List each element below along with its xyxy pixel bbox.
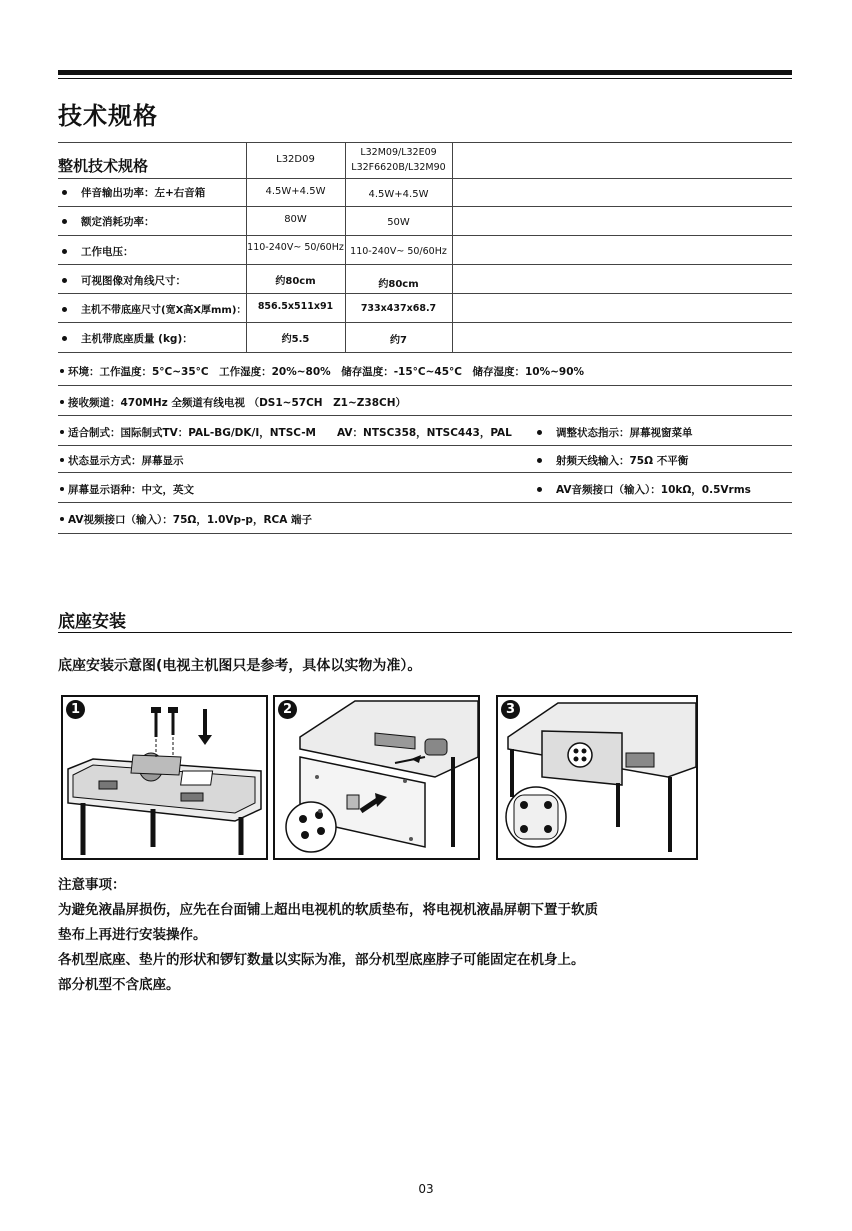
display-row: 状态显示方式：屏幕显示 [60, 453, 184, 468]
tv-stand-illustration [63, 697, 266, 858]
bullet-icon [537, 458, 542, 463]
bullet-icon [62, 278, 67, 283]
bullet-icon [62, 219, 67, 224]
tv-stand-illustration [498, 697, 696, 858]
spec-row-label: 工作电压： [62, 244, 134, 259]
step-number: 1 [66, 700, 85, 719]
notes-line: 各机型底座、垫片的形状和锣钉数量以实际为准，部分机型底座脖子可能固定在机身上。 [58, 952, 585, 968]
install-rule [58, 632, 792, 633]
table-title: 整机技术规格 [58, 157, 149, 175]
install-subtitle: 底座安装示意图(电视主机图只是参考，具体以实物为准）。 [58, 658, 422, 674]
spec-row-value-a: 4.5W+4.5W [265, 186, 326, 197]
page-title: 技术规格 [58, 102, 158, 130]
spec-row-value-a: 110-240V~ 50/60Hz [247, 242, 344, 253]
tv-stand-illustration [275, 697, 478, 858]
spec-row-value-b: 约7 [390, 335, 407, 346]
language-row: 屏幕显示语种：中文，英文 [60, 482, 194, 497]
notes-line: 垫布上再进行安装操作。 [58, 927, 207, 943]
notes-block [58, 873, 598, 998]
rf-row: 射频天线输入：75Ω 不平衡 [537, 453, 688, 468]
step-number: 3 [501, 700, 520, 719]
model-a-header: L32D09 [276, 154, 315, 165]
bullet-icon [60, 458, 64, 462]
bullet-icon [60, 400, 64, 404]
spec-row-value-b: 4.5W+4.5W [368, 189, 429, 200]
install-step-3-figure [496, 695, 698, 860]
install-title: 底座安装 [58, 612, 126, 632]
notes-line: 部分机型不含底座。 [58, 977, 180, 993]
bullet-icon [62, 249, 67, 254]
spec-row-label: 伴音输出功率：左+右音箱 [62, 185, 205, 200]
system-row: 适合制式：国际制式TV：PAL-BG/DK/I，NTSC-M AV：NTSC358，NTSC443，PAL [60, 425, 512, 440]
bullet-icon [62, 307, 67, 312]
freq-row: 接收频道：470MHz 全频道有线电视 （DS1~57CH Z1~Z38CH） [60, 395, 406, 410]
spec-row-value-b: 110-240V~ 50/60Hz [350, 246, 447, 257]
env-row: 环境：工作温度：5°C~35°C 工作湿度：20%~80% 储存温度：-15°C~45°C 储存湿度：10%~90% [60, 364, 584, 379]
bullet-icon [537, 430, 542, 435]
video-row: AV视频接口（输入）：75Ω，1.0Vp-p，RCA 端子 [60, 512, 312, 527]
spec-row-value-a: 80W [284, 214, 307, 225]
spec-row-value-b: 733x437x68.7 [360, 303, 437, 314]
spec-row-label: 主机带底座质量 (kg)： [62, 331, 193, 346]
spec-row-value-b: 约80cm [378, 279, 419, 290]
indicator-row: 调整状态指示：屏幕视窗菜单 [537, 425, 693, 440]
notes-line: 为避免液晶屏损伤，应先在台面铺上超出电视机的软质垫布，将电视机液晶屏朝下置于软质 [58, 902, 598, 918]
header-rule-thin [58, 78, 792, 79]
model-b-header-line2: L32F6620B/L32M90 [351, 162, 446, 173]
spec-row-value-b: 50W [387, 217, 410, 228]
bullet-icon [60, 369, 64, 373]
spec-row-label: 可视图像对角线尺寸： [62, 273, 186, 288]
bullet-icon [60, 430, 64, 434]
spec-row-value-a: 约80cm [275, 276, 316, 287]
header-rule-thick [58, 70, 792, 75]
bullet-icon [537, 487, 542, 492]
spec-row-value-a: 约5.5 [281, 334, 310, 345]
bullet-icon [60, 487, 64, 491]
install-step-1-figure [61, 695, 268, 860]
spec-row-value-a: 856.5x511x91 [257, 301, 334, 312]
page-number: 03 [418, 1182, 434, 1196]
audio-row: AV音频接口（输入）：10kΩ，0.5Vrms [537, 482, 751, 497]
install-step-2-figure [273, 695, 480, 860]
bullet-icon [62, 336, 67, 341]
spec-row-label: 额定消耗功率： [62, 214, 155, 229]
step-number: 2 [278, 700, 297, 719]
spec-row-label: 主机不带底座尺寸(宽X高X厚mm)： [62, 301, 246, 316]
bullet-icon [60, 517, 64, 521]
model-b-header-line1: L32M09/L32E09 [360, 147, 437, 158]
bullet-icon [62, 190, 67, 195]
notes-heading: 注意事项： [58, 877, 126, 893]
